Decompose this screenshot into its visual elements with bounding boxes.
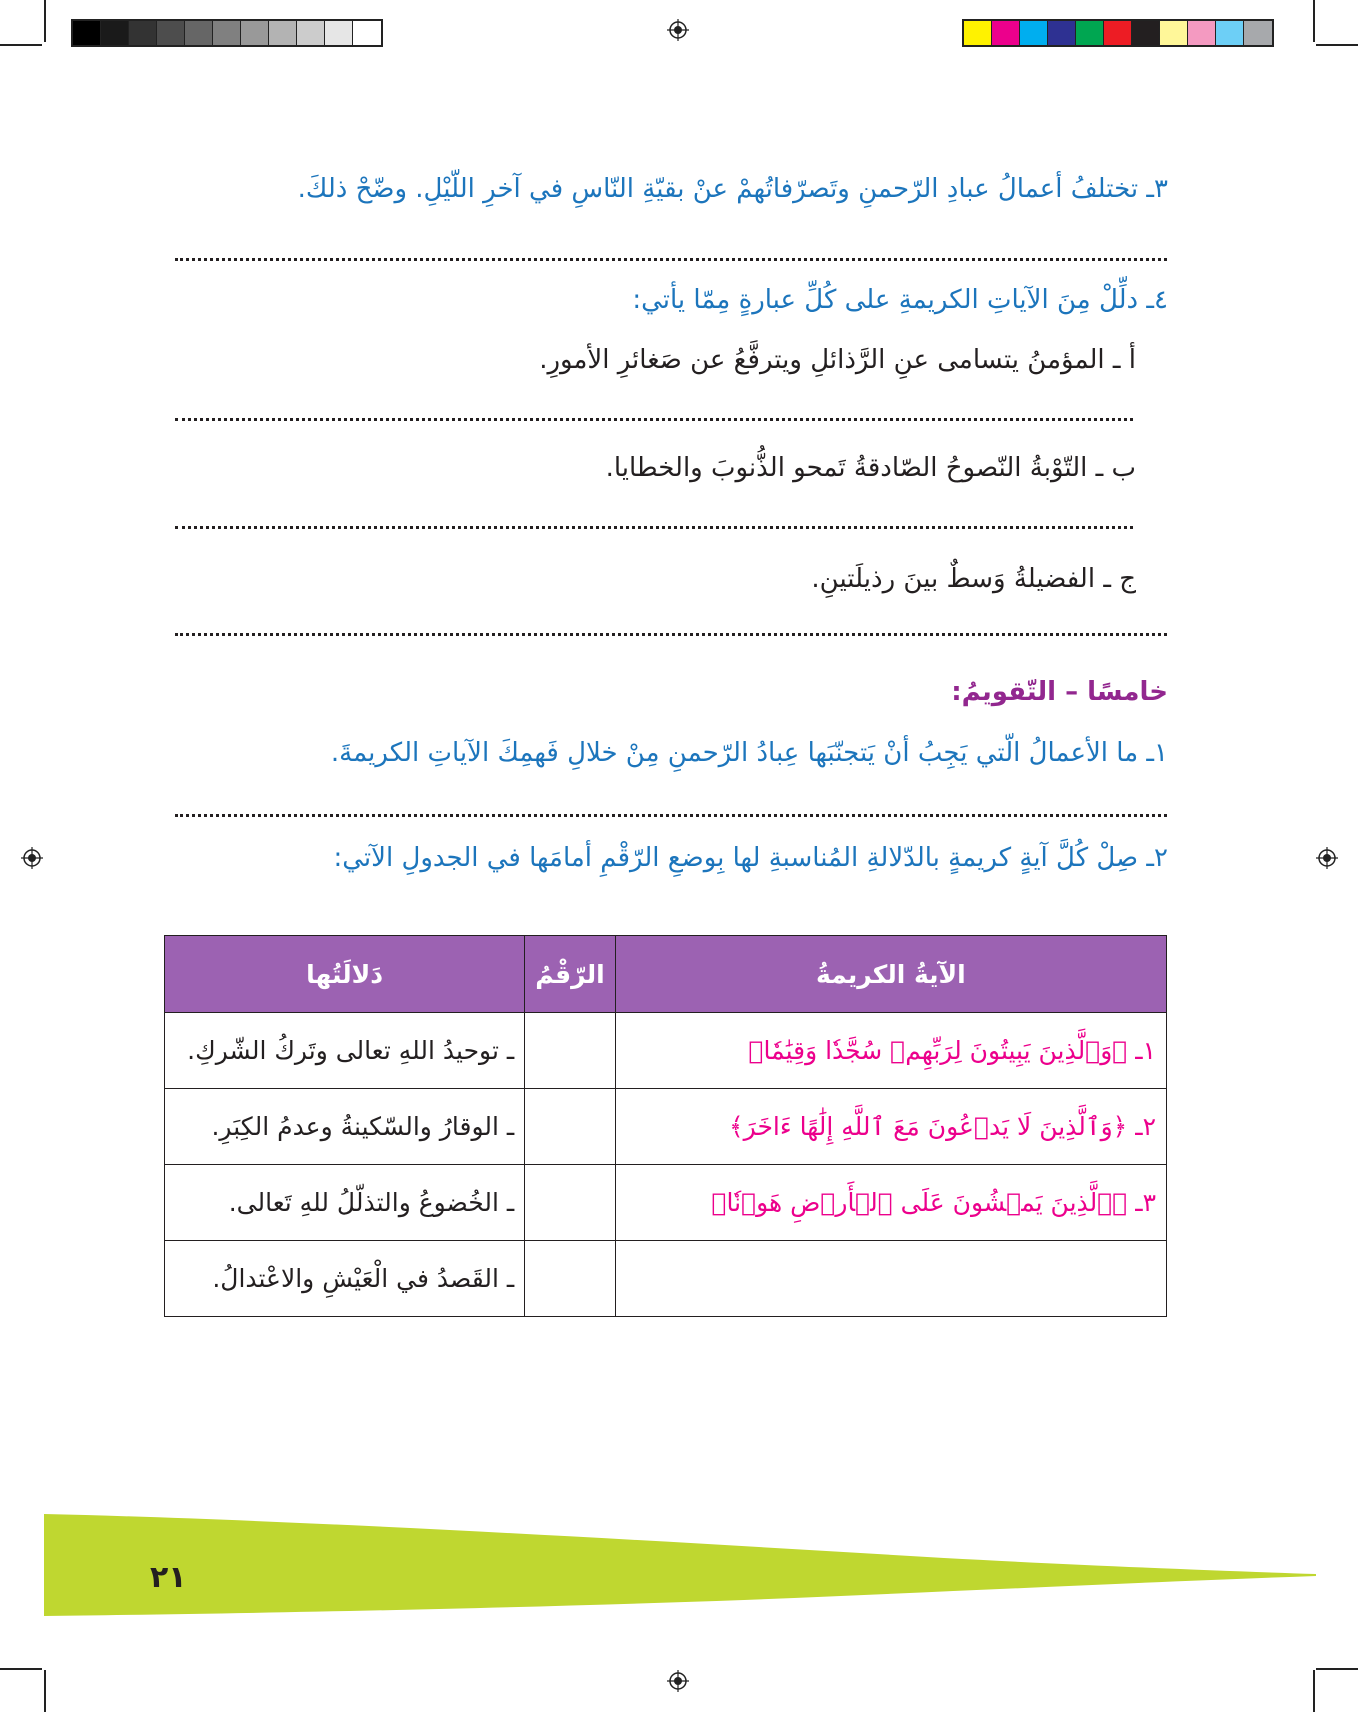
calibration-swatch [1160,21,1188,45]
calibration-swatch [213,21,241,45]
calibration-swatch [241,21,269,45]
question-3: ٣ـ تختلفُ أعمالُ عبادِ الرّحمنِ وتَصرّفاتُهمْ عنْ بقيّةِ النّاسِ في آخرِ اللّيْلِ. وضّحْ ذلكَ. [297,174,1168,204]
question-4: ٤ـ دلِّلْ مِنَ الآياتِ الكريمةِ على كُلِّ عبارةٍ مِمّا يأتي: [632,285,1168,315]
calibration-swatch [269,21,297,45]
section-5-question-1: ١ـ ما الأعمالُ الّتي يَجِبُ أنْ يَتجنّبَها عِبادُ الرّحمنِ مِنْ خلالِ فَهمِكَ الآياتِ الكريمةَ. [330,738,1168,768]
calibration-swatch [1216,21,1244,45]
calibration-swatch [185,21,213,45]
answer-line [175,633,1167,636]
number-input-cell[interactable] [525,1089,615,1165]
matching-table [164,935,1167,1317]
calibration-swatch [129,21,157,45]
calibration-swatch [101,21,129,45]
table-header-row [165,936,1167,1013]
table-row [165,1089,1167,1165]
crosshair-registration-icon [667,19,689,41]
verse-cell: ٢ـ ﴿وَٱلَّذِينَ لَا يَدۡعُونَ مَعَ ٱللَّهِ إِلَٰهًا ءَاخَرَ﴾ [615,1089,1166,1165]
calibration-swatch [1132,21,1160,45]
crop-mark [1313,1670,1315,1712]
number-input-cell[interactable] [525,1013,615,1089]
calibration-swatch [353,21,381,45]
header-meaning: دَلالَتُها [165,936,525,1013]
crop-mark [1316,1668,1358,1670]
section-5-title: خامسًا – التّقويمُ: [951,677,1168,707]
answer-line [175,418,1133,421]
number-input-cell[interactable] [525,1241,615,1317]
answer-line [175,814,1167,817]
calibration-swatch [992,21,1020,45]
crop-mark [1316,44,1358,46]
page-number: ٢١ [150,1560,187,1595]
table-row [165,1013,1167,1089]
calibration-swatch [1048,21,1076,45]
color-calibration-bar [962,19,1274,47]
calibration-swatch [73,21,101,45]
calibration-swatch [1104,21,1132,45]
crop-mark [44,1670,46,1712]
header-verse: الآيةُ الكريمةُ [615,936,1166,1013]
verse-cell: ١ـ ﴿وَٱلَّذِينَ يَبِيتُونَ لِرَبِّهِمۡ سُجَّدٗا وَقِيَٰمٗا﴾ [615,1013,1166,1089]
crosshair-registration-icon [21,847,43,869]
crop-mark [1313,0,1315,42]
question-4b: ب ـ التّوْبةُ النّصوحُ الصّادقةُ تَمحو الذُّنوبَ والخطايا. [605,453,1136,483]
footer-green-band [44,1514,1316,1616]
calibration-swatch [1020,21,1048,45]
crop-mark [0,1668,42,1670]
meaning-cell: ـ الخُضوعُ والتذلّلُ للهِ تَعالى. [165,1165,525,1241]
header-number: الرّقْمُ [525,936,615,1013]
meaning-cell: ـ الوقارُ والسّكينةُ وعدمُ الكِبَرِ. [165,1089,525,1165]
number-input-cell[interactable] [525,1165,615,1241]
question-4a: أ ـ المؤمنُ يتسامى عنِ الرَّذائلِ ويترفَّعُ عن صَغائرِ الأمورِ. [539,345,1136,375]
grayscale-calibration-bar [71,19,383,47]
table-row [165,1165,1167,1241]
meaning-cell: ـ القَصدُ في الْعَيْشِ والاعْتدالُ. [165,1241,525,1317]
answer-line [175,258,1167,261]
crosshair-registration-icon [667,1670,689,1692]
verse-cell [615,1241,1166,1317]
verse-cell: ٣ـ ﴿ٱلَّذِينَ يَمۡشُونَ عَلَى ٱلۡأَرۡضِ هَوۡنٗا﴾ [615,1165,1166,1241]
section-5-question-2: ٢ـ صِلْ كُلَّ آيةٍ كريمةٍ بالدّلالةِ المُناسبةِ لها بِوضعِ الرّقْمِ أمامَها في الجدولِ الآتي: [333,843,1168,873]
question-4c: ج ـ الفضيلةُ وَسطٌ بينَ رذيلَتينِ. [811,564,1136,594]
calibration-swatch [297,21,325,45]
answer-line [175,526,1133,529]
meaning-cell: ـ توحيدُ اللهِ تعالى وتَركُ الشّركِ. [165,1013,525,1089]
calibration-swatch [964,21,992,45]
crosshair-registration-icon [1316,847,1338,869]
calibration-swatch [157,21,185,45]
calibration-swatch [1076,21,1104,45]
table-row [165,1241,1167,1317]
calibration-swatch [1244,21,1272,45]
calibration-swatch [325,21,353,45]
calibration-swatch [1188,21,1216,45]
crop-mark [44,0,46,42]
crop-mark [0,44,42,46]
